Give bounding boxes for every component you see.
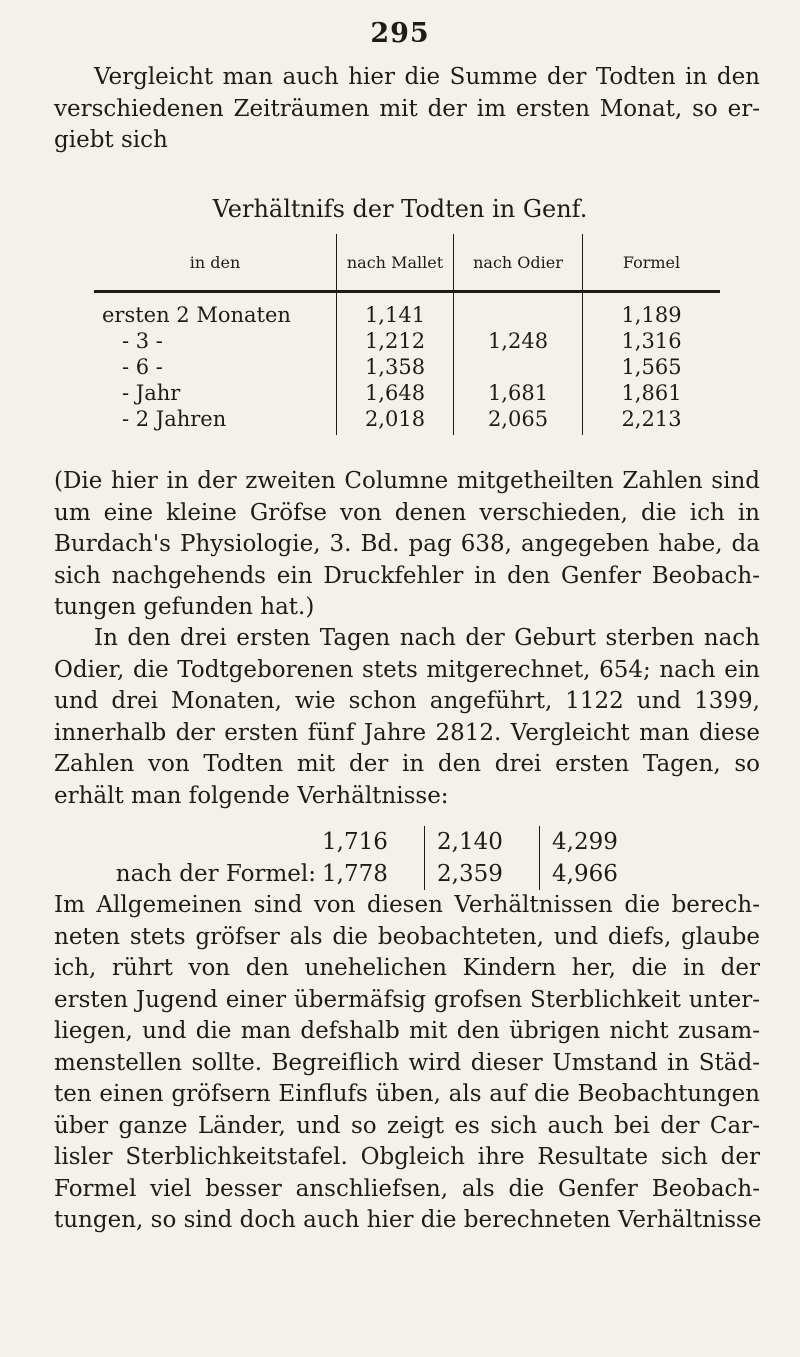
table-row xyxy=(94,406,720,435)
table-row xyxy=(94,354,720,380)
period-cell: - Jahr xyxy=(122,381,181,405)
header-formel: Formel xyxy=(583,234,721,292)
table-row xyxy=(94,292,720,329)
text-line: menstellen sollte. Begreiflich wird dieser Umstand in Städ- xyxy=(54,1049,760,1076)
page-number: 295 xyxy=(370,18,430,49)
ratio-value: 4,299 xyxy=(540,826,655,858)
text-line: (Die hier in der zweiten Columne mitgetheilten Zahlen sind xyxy=(54,468,760,494)
mallet-cell: 1,141 xyxy=(337,292,454,329)
ratio-value: 4,966 xyxy=(540,858,655,890)
period-cell: ersten 2 Monaten xyxy=(102,303,291,327)
mortality-table xyxy=(94,234,720,435)
text-line: neten stets gröfser als die beobachteten, und diefs, glaube xyxy=(54,923,760,950)
odier-cell: 2,065 xyxy=(454,406,583,435)
text-line: innerhalb der ersten fünf Jahre 2812. Vergleicht man diese xyxy=(54,719,760,746)
odier-cell: 1,248 xyxy=(454,328,583,354)
text-line: und drei Monaten, wie schon angeführt, 1122 und 1399, xyxy=(54,688,760,714)
period-cell: - 2 Jahren xyxy=(122,407,227,431)
header-mallet: nach Mallet xyxy=(337,234,454,292)
table-header-row xyxy=(94,234,720,292)
text-line: Odier, die Todtgeborenen stets mitgerechnet, 654; nach ein xyxy=(54,656,760,683)
text-line: sich nachgehends ein Druckfehler in den Genfer Beobach- xyxy=(54,562,760,589)
header-period: in den xyxy=(94,234,337,292)
text-line: lisler Sterblichkeitstafel. Obgleich ihre Resultate sich der xyxy=(54,1144,760,1170)
period-cell: - 6 - xyxy=(122,355,163,379)
header-odier: nach Odier xyxy=(454,234,583,292)
formel-cell: 2,213 xyxy=(583,406,721,435)
table-row xyxy=(94,328,720,354)
ratio-table xyxy=(54,826,654,890)
body-paragraph-2 xyxy=(54,623,760,812)
text-line: verschiedenen Zeiträumen mit der im ersten Monat, so er- xyxy=(54,95,760,122)
text-line: Im Allgemeinen sind von diesen Verhältnissen die berech- xyxy=(54,892,760,918)
ratio-row-observed xyxy=(54,826,654,858)
formel-cell: 1,565 xyxy=(583,354,721,380)
ratio-label: nach der Formel: xyxy=(115,861,316,887)
text-line: In den drei ersten Tagen nach der Geburt sterben nach xyxy=(94,625,760,651)
text-line: Burdach's Physiologie, 3. Bd. pag 638, angegeben habe, da xyxy=(54,531,760,557)
ratio-value: 2,140 xyxy=(425,826,540,858)
mallet-cell: 1,358 xyxy=(337,354,454,380)
text-line: Formel viel besser anschliefsen, als die Genfer Beobach- xyxy=(54,1175,760,1202)
odier-cell: 1,681 xyxy=(454,380,583,406)
odier-cell xyxy=(454,292,583,329)
ratio-block xyxy=(54,826,654,890)
ratio-value: 1,778 xyxy=(322,861,388,887)
intro-paragraph xyxy=(54,62,760,157)
ratio-value: 1,716 xyxy=(322,829,388,855)
text-line: ersten Jugend einer übermäfsig grofsen Sterblichkeit unter- xyxy=(54,986,760,1013)
mallet-cell: 1,648 xyxy=(337,380,454,406)
ratio-value: 2,359 xyxy=(425,858,540,890)
mallet-cell: 1,212 xyxy=(337,328,454,354)
text-line: giebt sich xyxy=(54,127,168,153)
formel-cell: 1,189 xyxy=(583,292,721,329)
text-line: tungen gefunden hat.) xyxy=(54,594,315,620)
text-line: Zahlen von Todten mit der in den drei ersten Tagen, so xyxy=(54,751,760,777)
formel-cell: 1,861 xyxy=(583,380,721,406)
ratio-row-formula xyxy=(54,858,654,890)
text-line: ten einen gröfsern Einflufs üben, als auf die Beobachtungen xyxy=(54,1081,760,1107)
table-row xyxy=(94,380,720,406)
period-cell: - 3 - xyxy=(122,329,163,353)
body-paragraph-3 xyxy=(54,890,760,1237)
text-line: liegen, und die man defshalb mit den übrigen nicht zusam- xyxy=(54,1018,760,1044)
text-line: über ganze Länder, und so zeigt es sich auch bei der Car- xyxy=(54,1112,760,1139)
text-line: tungen, so sind doch auch hier die berechneten Verhältnisse xyxy=(54,1207,762,1233)
ratio-label xyxy=(54,826,322,858)
text-line: um eine kleine Gröfse von denen verschieden, die ich in xyxy=(54,499,760,526)
text-line: Vergleicht man auch hier die Summe der Todten in den xyxy=(94,64,760,90)
odier-cell xyxy=(454,354,583,380)
note-paragraph xyxy=(54,466,760,624)
formel-cell: 1,316 xyxy=(583,328,721,354)
table-title: Verhältnifs der Todten in Genf. xyxy=(212,195,588,223)
mallet-cell: 2,018 xyxy=(337,406,454,435)
text-line: erhält man folgende Verhältnisse: xyxy=(54,782,449,809)
text-line: ich, rührt von den unehelichen Kindern her, die in der xyxy=(54,955,760,981)
